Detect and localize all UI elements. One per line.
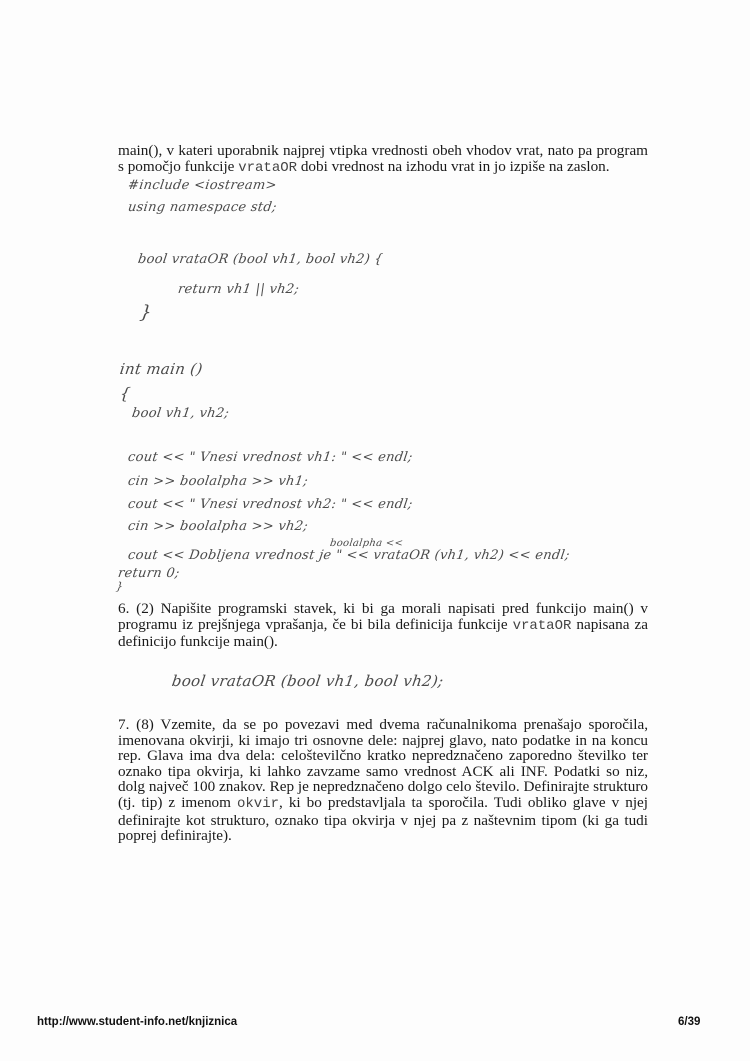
hw-line: cin >> boolalpha >> vh2; [126,519,310,534]
code-vrataor: vrataOR [238,159,298,176]
intro-text-end: dobi vrednost na izhodu vrat in jo izpiše na zaslon. [297,157,610,175]
question-6-text: 6. (2) Napišite programski stavek, ki bi ga morali napisati pred funkcijo main() v programu iz prejšnjega vprašanja, če bi bila definicija funkcije [118,600,648,633]
hw-line: { [118,384,132,403]
hw-line: } [115,580,125,593]
hw-line: int main () [118,360,204,378]
page-number: 6/39 [678,1016,701,1028]
hw-line: bool vrataOR (bool vh1, bool vh2) { [136,252,385,267]
code-okvir: okvir [237,795,280,812]
hw-line: cout << " Vnesi vrednost vh2: " << endl; [126,497,414,512]
question-7-text-end: , ki bo predstavljala ta sporočila. Tudi obliko glave v njej definirajte kot strukturo, oznako tipa okvirja v njej pa z naštevnim tipom (ki ga tudi poprej definirajte). [118,793,649,845]
hw-line: cout << Dobljena vrednost je " << vrataOR (vh1, vh2) << endl; [126,548,571,563]
hw-line: } [138,302,154,323]
question-6-text-end: napisana za definicijo funkcije main(). [118,615,648,651]
footer-url[interactable]: http://www.student-info.net/knjiznica [37,1016,238,1028]
hw-answer-6: bool vrataOR (bool vh1, bool vh2); [170,672,445,690]
question-7-text: 7. (8) Vzemite, da se po povezavi med dvema računalnikoma prenašajo sporočila, imenovana okvirji, ki imajo tri osnovne dele: najprej glavo, nato podatke in na koncu rep. Glava ima dva dela: celoštevilčno kratko nepredznačeno zaporedno številko ter oznako tipa okvirja, ki lahko zavzame samo vrednost ACK ali INF. Podatki so niz, dolg največ 100 znakov. Rep je nepredznačeno dolgo celo število. Definirajte strukturo (tj. tip) z imenom [118,716,648,811]
hw-insertion: boolalpha << [329,538,404,549]
hw-line: cout << " Vnesi vrednost vh1: " << endl; [126,450,414,465]
intro-paragraph [118,143,648,176]
hw-line: return vh1 || vh2; [176,282,301,297]
hw-line: return 0; [116,566,181,581]
hw-line: bool vh1, vh2; [130,406,231,421]
hw-line: cin >> boolalpha >> vh1; [126,474,310,489]
question-6 [118,601,648,650]
intro-text: main(), v kateri uporabnik najprej vtipka vrednosti obeh vhodov vrat, nato pa program s pomočjo funkcije [118,142,648,175]
hw-line: using namespace std; [126,200,278,215]
code-vrataor: vrataOR [512,617,572,634]
hw-line: #include <iostream> [126,178,278,193]
question-7 [118,717,648,844]
